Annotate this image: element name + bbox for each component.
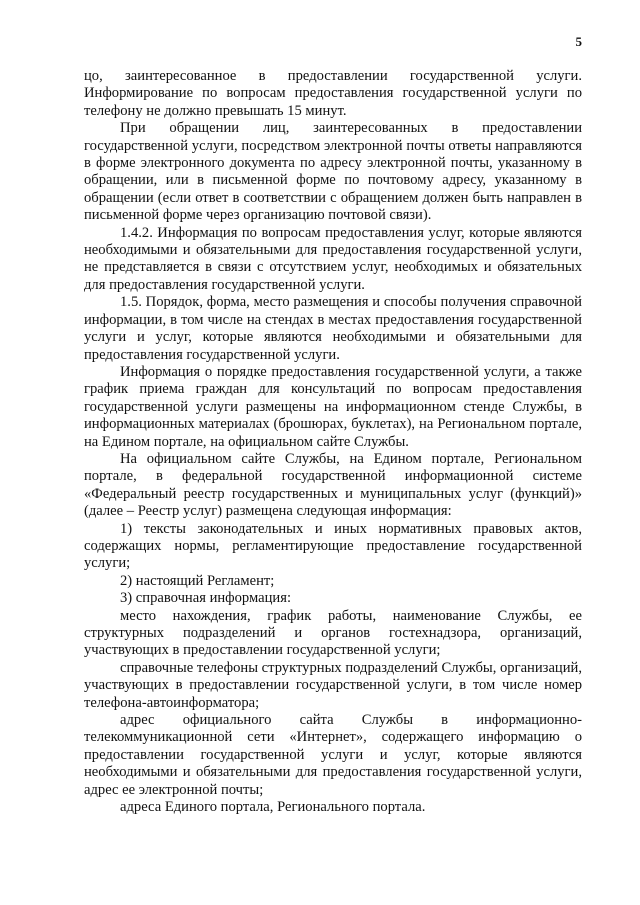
- list-item-2: 2) настоящий Регламент;: [120, 572, 275, 589]
- paragraph-email-inquiries: При обращении лиц, заинтересованных в предоставлении государственной услуги, посредством электронной почты ответы направляются в форме электронного документа по адресу электронной почты, указанному в обращении, или в письменной форме по почтовому адресу, указанному в обращении (если ответ в соответствии с обращением должен быть направлен в письменной форме через организацию почтовой связи).: [84, 120, 582, 224]
- subitem-location: место нахождения, график работы, наименование Службы, ее структурных подразделений и органов гостехнадзора, организаций, участвующих в предоставлении государственной услуги;: [84, 607, 582, 659]
- page-number: 5: [575, 34, 582, 49]
- paragraph-continuation: цо, заинтересованное в предоставлении государственной услуги. Информирование по вопросам предоставления государственной услуги по телефону не должно превышать 15 минут.: [84, 68, 582, 119]
- subitem-portals: адреса Единого портала, Регионального портала.: [120, 799, 426, 816]
- paragraph-1-5: 1.5. Порядок, форма, место размещения и способы получения справочной информации, в том числе на стендах в местах предоставления государственной услуги и услуг, которые являются необходимыми и обязательными для предоставления государственной услуги.: [84, 294, 582, 363]
- paragraph-info-placement: Информация о порядке предоставления государственной услуги, а также график приема граждан для консультаций по вопросам предоставления государственной услуги размещены на информационном стенде Службы, в информационных материалах (брошюрах, буклетах), на Региональном портале, на Едином портале, на официальном сайте Службы.: [84, 363, 582, 450]
- subitem-phones: справочные телефоны структурных подразделений Службы, организаций, участвующих в предоставлении государственной услуги, в том числе номер телефона-автоинформатора;: [84, 659, 582, 711]
- list-item-1: 1) тексты законодательных и иных нормативных правовых актов, содержащих нормы, регламентирующие предоставление государственной услуги;: [84, 520, 582, 572]
- list-item-3: 3) справочная информация:: [120, 590, 292, 607]
- document-body: [84, 68, 582, 816]
- paragraph-official-site: На официальном сайте Службы, на Едином портале, Региональном портале, в федеральной государственной информационной системе «Федеральный реестр государственных и муниципальных услуг (функций)» (далее – Реестр услуг) размещена следующая информация:: [84, 450, 582, 520]
- subitem-website: адрес официального сайта Службы в информационно-телекоммуникационной сети «Интернет», содержащего информацию о предоставлении государственной услуги и услуг, которые являются необходимыми и обязательными для предоставления государственной услуги, адрес ее электронной почты;: [84, 712, 582, 798]
- paragraph-1-4-2: 1.4.2. Информация по вопросам предоставления услуг, которые являются необходимыми и обязательными для предоставления государственной услуги, не представляется в связи с отсутствием услуг, необходимых и обязательных для предоставления государственной услуги.: [84, 224, 582, 293]
